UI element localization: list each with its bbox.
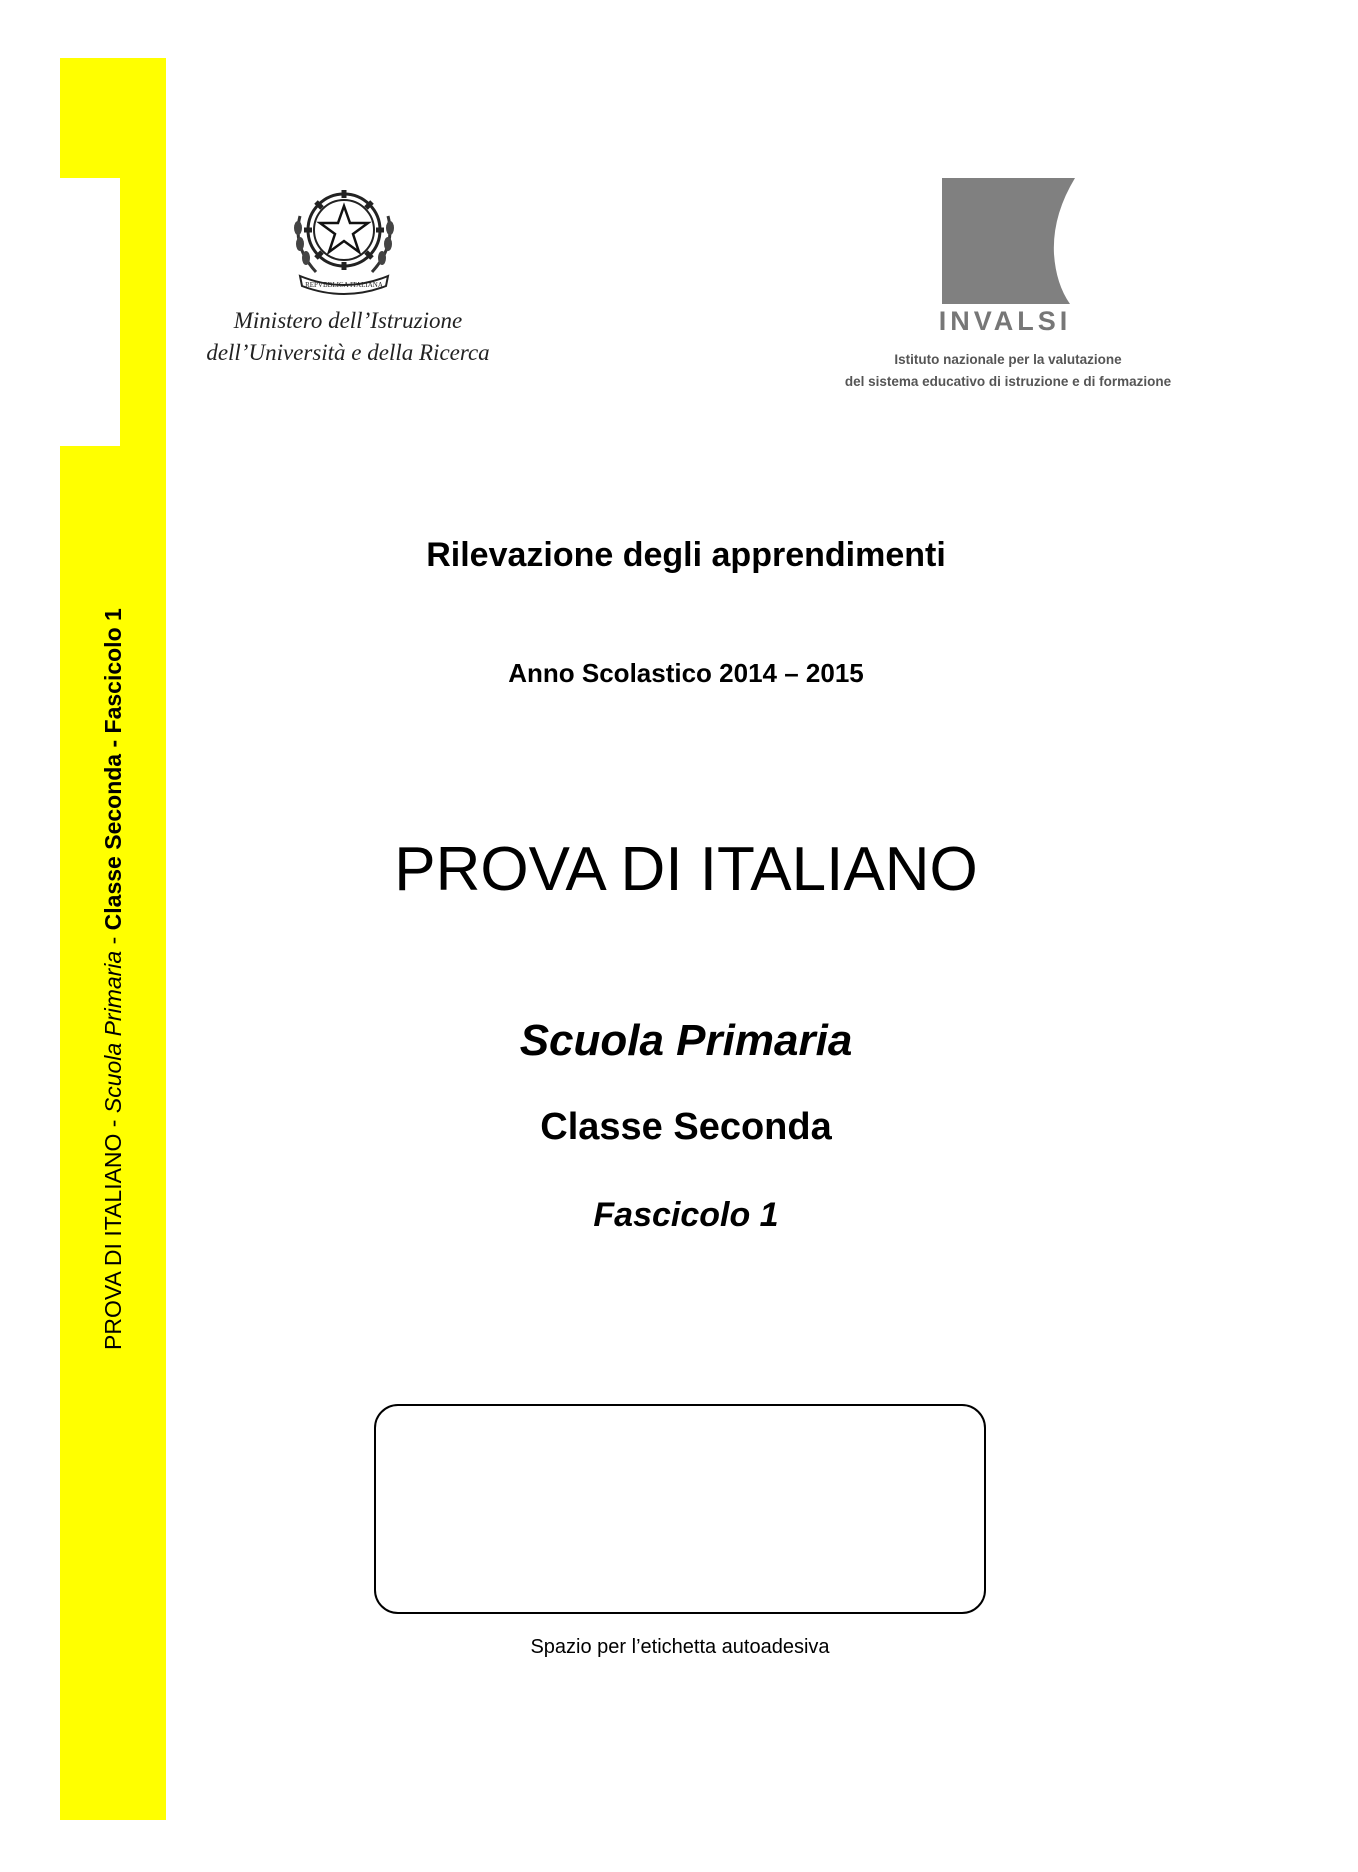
school-year: Anno Scolastico 2014 – 2015 — [508, 658, 864, 688]
school-level: Scuola Primaria — [519, 1016, 853, 1065]
ministry-name-line1: Ministero dell’Istruzione — [233, 308, 463, 333]
invalsi-logo — [940, 176, 1080, 306]
class-level: Classe Seconda — [540, 1106, 832, 1148]
side-band-title — [100, 608, 127, 1350]
side-band-notch — [60, 178, 120, 446]
invalsi-name: INVALSI — [938, 306, 1072, 336]
survey-title: Rilevazione degli apprendimenti — [426, 536, 946, 574]
side-band-school: Scuola Primaria — [100, 950, 126, 1114]
booklet-number: Fascicolo 1 — [593, 1196, 779, 1234]
ministry-emblem — [286, 176, 402, 300]
ministry-name-line2: dell’Università e della Ricerca — [206, 340, 490, 365]
invalsi-subtitle-line2: del sistema educativo di istruzione e di formazione — [844, 374, 1172, 389]
sticker-label-caption: Spazio per l’etichetta autoadesiva — [530, 1636, 830, 1658]
subject-title: PROVA DI ITALIANO — [394, 835, 978, 904]
side-band-subject: PROVA DI ITALIANO - — [100, 1113, 126, 1350]
invalsi-subtitle-line1: Istituto nazionale per la valutazione — [894, 352, 1122, 367]
side-band-class: Classe Seconda - Fascicolo 1 — [100, 608, 126, 931]
svg-text:REPVBBLICA ITALIANA: REPVBBLICA ITALIANA — [305, 281, 383, 289]
side-band-separator: - — [100, 930, 126, 951]
sticker-label-box — [374, 1404, 986, 1614]
